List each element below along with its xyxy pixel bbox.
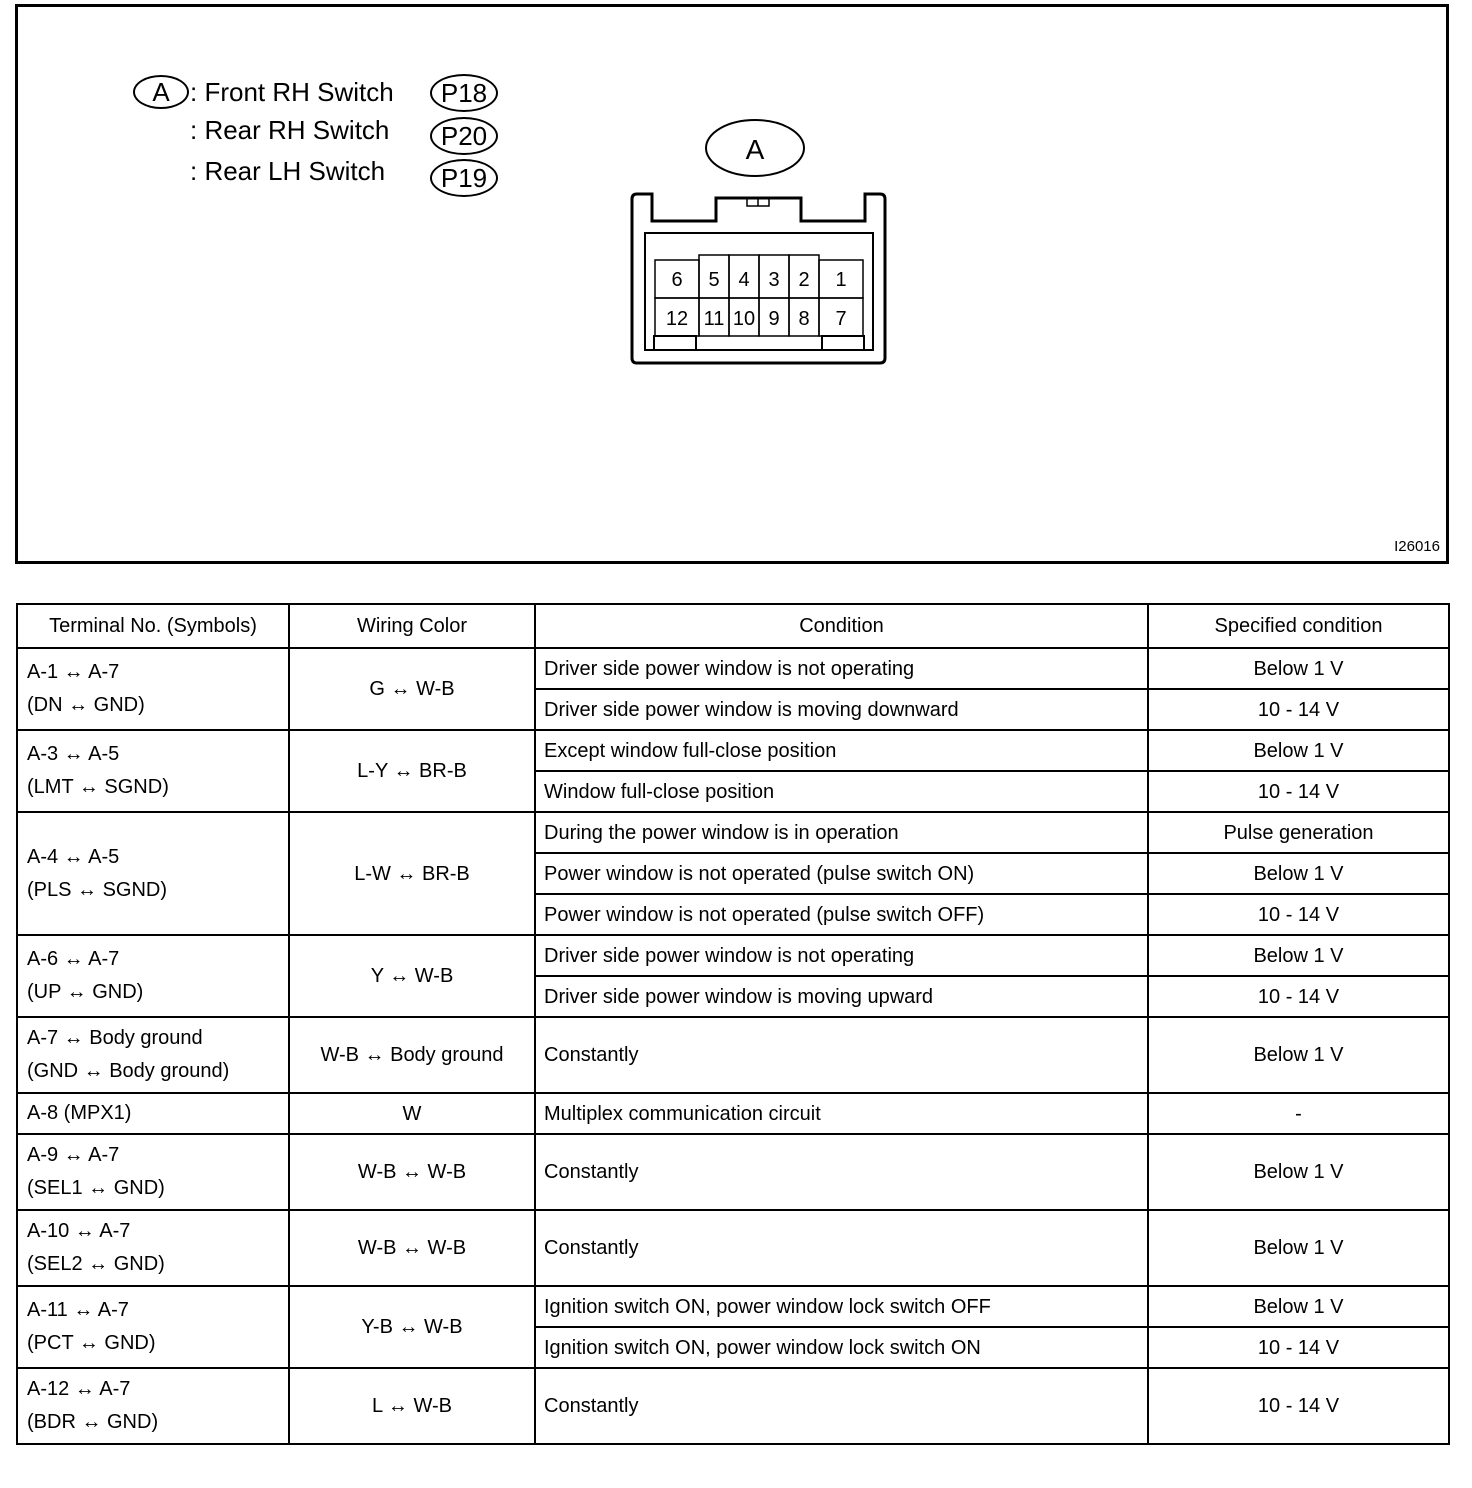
connector-drawing <box>18 7 1446 561</box>
spec-cell: Below 1 V <box>1148 1017 1449 1093</box>
spec-cell: Below 1 V <box>1148 853 1449 894</box>
pin-10: 10 <box>732 308 756 330</box>
legend-front-rh: : Front RH Switch <box>190 77 394 107</box>
spec-cell: Below 1 V <box>1148 1210 1449 1286</box>
pin-6: 6 <box>671 269 683 291</box>
condition-cell: Driver side power window is not operating <box>535 935 1148 976</box>
terminal-cell: A-8 (MPX1) <box>17 1093 289 1134</box>
pin-grid <box>655 255 863 336</box>
table-row <box>17 730 1449 771</box>
header-condition: Condition <box>535 604 1148 648</box>
terminal-cell: A-12 ↔ A-7 (BDR ↔ GND) <box>17 1368 289 1444</box>
spec-cell: 10 - 14 V <box>1148 894 1449 935</box>
terminal-cell: A-3 ↔ A-5 (LMT ↔ SGND) <box>17 730 289 812</box>
condition-cell: Driver side power window is not operating <box>535 648 1148 689</box>
figure-id: I26016 <box>1394 538 1440 555</box>
condition-cell: Constantly <box>535 1017 1148 1093</box>
wiring-color-cell: Y-B ↔ W-B <box>289 1286 535 1368</box>
table-row <box>17 1210 1449 1286</box>
condition-cell: Constantly <box>535 1134 1148 1210</box>
pin-12: 12 <box>665 308 689 330</box>
condition-cell: Driver side power window is moving downward <box>535 689 1148 730</box>
spec-cell: Below 1 V <box>1148 1134 1449 1210</box>
condition-cell: Multiplex communication circuit <box>535 1093 1148 1134</box>
table-row <box>17 935 1449 976</box>
spec-cell: - <box>1148 1093 1449 1134</box>
code-badge-p18: P18 <box>430 74 498 112</box>
terminal-cell: A-9 ↔ A-7 (SEL1 ↔ GND) <box>17 1134 289 1210</box>
terminal-cell: A-1 ↔ A-7 (DN ↔ GND) <box>17 648 289 730</box>
wiring-color-cell: L-Y ↔ BR-B <box>289 730 535 812</box>
wiring-color-cell: W <box>289 1093 535 1134</box>
spec-cell: Below 1 V <box>1148 730 1449 771</box>
connector-key-right <box>822 336 864 350</box>
condition-cell: Except window full-close position <box>535 730 1148 771</box>
table-row <box>17 1368 1449 1444</box>
wiring-color-cell: W-B ↔ Body ground <box>289 1017 535 1093</box>
table-row <box>17 1017 1449 1093</box>
table-row <box>17 1134 1449 1210</box>
table-header-row <box>17 604 1449 648</box>
legend-rear-rh: : Rear RH Switch <box>190 115 390 145</box>
spec-cell: Below 1 V <box>1148 1286 1449 1327</box>
condition-cell: Power window is not operated (pulse switch ON) <box>535 853 1148 894</box>
terminal-cell: A-4 ↔ A-5 (PLS ↔ SGND) <box>17 812 289 935</box>
terminal-cell: A-10 ↔ A-7 (SEL2 ↔ GND) <box>17 1210 289 1286</box>
wiring-color-cell: W-B ↔ W-B <box>289 1134 535 1210</box>
spec-cell: Below 1 V <box>1148 935 1449 976</box>
condition-cell: Constantly <box>535 1368 1148 1444</box>
table-row <box>17 1093 1449 1134</box>
condition-cell: During the power window is in operation <box>535 812 1148 853</box>
code-badge-p20: P20 <box>430 117 498 155</box>
pin-9: 9 <box>768 308 780 330</box>
table-row <box>17 648 1449 689</box>
pin-8: 8 <box>798 308 810 330</box>
wiring-color-cell: L-W ↔ BR-B <box>289 812 535 935</box>
header-terminal: Terminal No. (Symbols) <box>17 604 289 648</box>
spec-cell: 10 - 14 V <box>1148 689 1449 730</box>
condition-cell: Power window is not operated (pulse switch OFF) <box>535 894 1148 935</box>
wiring-color-cell: G ↔ W-B <box>289 648 535 730</box>
connector-callout-label: A <box>745 134 765 165</box>
pin-2: 2 <box>798 269 810 291</box>
condition-cell: Driver side power window is moving upward <box>535 976 1148 1017</box>
condition-cell: Ignition switch ON, power window lock switch ON <box>535 1327 1148 1368</box>
connector-diagram <box>15 4 1449 564</box>
spec-cell: 10 - 14 V <box>1148 976 1449 1017</box>
condition-cell: Constantly <box>535 1210 1148 1286</box>
connector-label-a: A <box>152 76 170 107</box>
pin-11: 11 <box>703 308 725 330</box>
terminal-cell: A-6 ↔ A-7 (UP ↔ GND) <box>17 935 289 1017</box>
pin-3: 3 <box>768 269 780 291</box>
pin-7: 7 <box>835 308 847 330</box>
wiring-color-cell: L ↔ W-B <box>289 1368 535 1444</box>
spec-cell: 10 - 14 V <box>1148 771 1449 812</box>
condition-cell: Ignition switch ON, power window lock switch OFF <box>535 1286 1148 1327</box>
spec-cell: 10 - 14 V <box>1148 1327 1449 1368</box>
table-row <box>17 1286 1449 1327</box>
header-wiring-color: Wiring Color <box>289 604 535 648</box>
spec-cell: 10 - 14 V <box>1148 1368 1449 1444</box>
pin-1: 1 <box>835 269 847 291</box>
terminal-cell: A-11 ↔ A-7 (PCT ↔ GND) <box>17 1286 289 1368</box>
terminal-spec-table <box>16 603 1450 1445</box>
wiring-color-cell: W-B ↔ W-B <box>289 1210 535 1286</box>
table-row <box>17 812 1449 853</box>
pin-5: 5 <box>708 269 720 291</box>
connector-key-left <box>654 336 696 350</box>
wiring-color-cell: Y ↔ W-B <box>289 935 535 1017</box>
pin-4: 4 <box>738 269 750 291</box>
spec-cell: Pulse generation <box>1148 812 1449 853</box>
terminal-cell: A-7 ↔ Body ground (GND ↔ Body ground) <box>17 1017 289 1093</box>
condition-cell: Window full-close position <box>535 771 1148 812</box>
header-specified-condition: Specified condition <box>1148 604 1449 648</box>
spec-cell: Below 1 V <box>1148 648 1449 689</box>
code-badge-p19: P19 <box>430 159 498 197</box>
legend-rear-lh: : Rear LH Switch <box>190 156 386 186</box>
